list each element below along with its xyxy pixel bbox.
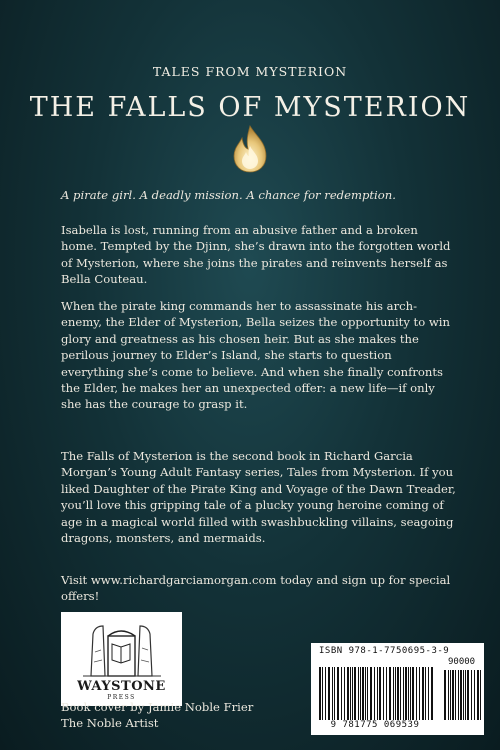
barcode-bar [425, 667, 426, 720]
publisher-name: WAYSTONE [77, 679, 166, 694]
barcode-bar [480, 670, 481, 720]
barcode-bar [412, 667, 414, 720]
ean-digits: 9 781775 069539 [330, 720, 420, 730]
barcode-bar [393, 667, 394, 720]
barcode-bar [400, 667, 401, 720]
barcode-bar [410, 667, 411, 720]
website-paragraph: Visit www.richardgarciamorgan.com today and sign up for special offers! [61, 573, 451, 604]
flame-icon [228, 124, 272, 174]
barcode-bar [460, 670, 462, 720]
barcode-bar [347, 667, 349, 720]
isbn-barcode [311, 643, 484, 735]
barcode-bar [352, 667, 353, 720]
barcode-bar [428, 667, 429, 720]
isbn-number: ISBN 978-1-7750695-3-9 [319, 646, 450, 656]
barcode-bar [471, 670, 472, 720]
barcode-bar [463, 670, 464, 720]
barcode-bar [458, 670, 459, 720]
barcode-bar [319, 667, 321, 720]
barcode-bar [344, 667, 345, 720]
book-title: THE FALLS OF MYSTERION [29, 92, 471, 123]
barcode-bar [358, 667, 359, 720]
barcode-bar [328, 667, 330, 720]
barcode-bar [397, 667, 399, 720]
barcode-bar [377, 667, 378, 720]
barcode-bar [379, 667, 381, 720]
barcode-bar [374, 667, 375, 720]
barcode-bar [450, 670, 451, 720]
barcode-bar [452, 670, 454, 720]
barcode-bars [318, 667, 436, 720]
barcode-bar [322, 667, 323, 720]
barcode-bar [455, 670, 456, 720]
tagline: A pirate girl. A deadly mission. A chance for redemption. [61, 188, 396, 202]
credit-line-studio: The Noble Artist [61, 715, 159, 730]
barcode-bar [362, 667, 364, 720]
publisher-logo [61, 612, 182, 706]
credit-line-artist: Book cover by Jamie Noble Frier [61, 700, 254, 714]
barcode-bar [365, 667, 366, 720]
barcode-bar [334, 667, 335, 720]
barcode-bar [325, 667, 326, 720]
blurb-paragraph-2: When the pirate king commands her to assassinate his arch-enemy, the Elder of Mysterion, Bella seizes the opportunity to win glory and greatness as his chosen heir. But as she makes the perilous journey to Elder’s Island, she starts to question everything she’s come to believe. And when she finally confronts the Elder, he makes her an unexpected offer: a new life—if only she has the courage to grasp it. [61, 299, 450, 412]
barcode-bar [360, 667, 361, 720]
barcode-bar [474, 670, 475, 720]
price-code: 90000 [448, 657, 476, 667]
barcode-bar [395, 667, 396, 720]
blurb-paragraph-3: The Falls of Mysterion is the second book in Richard Garcia Morgan’s Young Adult Fantasy series, Tales from Mysterion. If you liked Daughter of the Pirate King and Voyage of the Dawn Treader, you’ll love this gripping tale of a plucky young heroine coming of age in a magical world filled with swashbuckling villains, seagoing dragons, monsters, and mermaids. [61, 449, 456, 546]
barcode-bar [431, 667, 433, 720]
cover-credits [61, 700, 253, 731]
blurb-paragraph-1: Isabella is lost, running from an abusive father and a broken home. Tempted by the Djinn, she’s drawn into the forgotten world of Mysterion, where she joins the pirates and reinvents herself as Bella Couteau. [61, 223, 451, 287]
barcode-bar [383, 667, 384, 720]
barcode-bar [419, 667, 420, 720]
barcode-bar [370, 667, 372, 720]
publisher-press: PRESS [107, 694, 136, 701]
series-title: TALES FROM MYSTERION [152, 64, 348, 79]
barcode-bar [389, 667, 391, 720]
barcode-bar [467, 670, 469, 720]
barcode-bar [350, 667, 351, 720]
barcode-bar [341, 667, 342, 720]
barcode-bar [416, 667, 417, 720]
barcode-bar [422, 667, 424, 720]
barcode-bar [386, 667, 387, 720]
barcode-bar [448, 670, 449, 720]
barcode-bar [477, 670, 479, 720]
barcode-bar [332, 667, 333, 720]
barcode-bar [367, 667, 368, 720]
barcode-bar [403, 667, 404, 720]
barcode-addon-bars [443, 670, 483, 720]
waystone-logo-icon [61, 612, 182, 678]
barcode-bar [405, 667, 407, 720]
barcode-bar [444, 670, 446, 720]
barcode-bar [408, 667, 409, 720]
barcode-bar [465, 670, 466, 720]
barcode-bar [337, 667, 339, 720]
barcode-bar [354, 667, 356, 720]
